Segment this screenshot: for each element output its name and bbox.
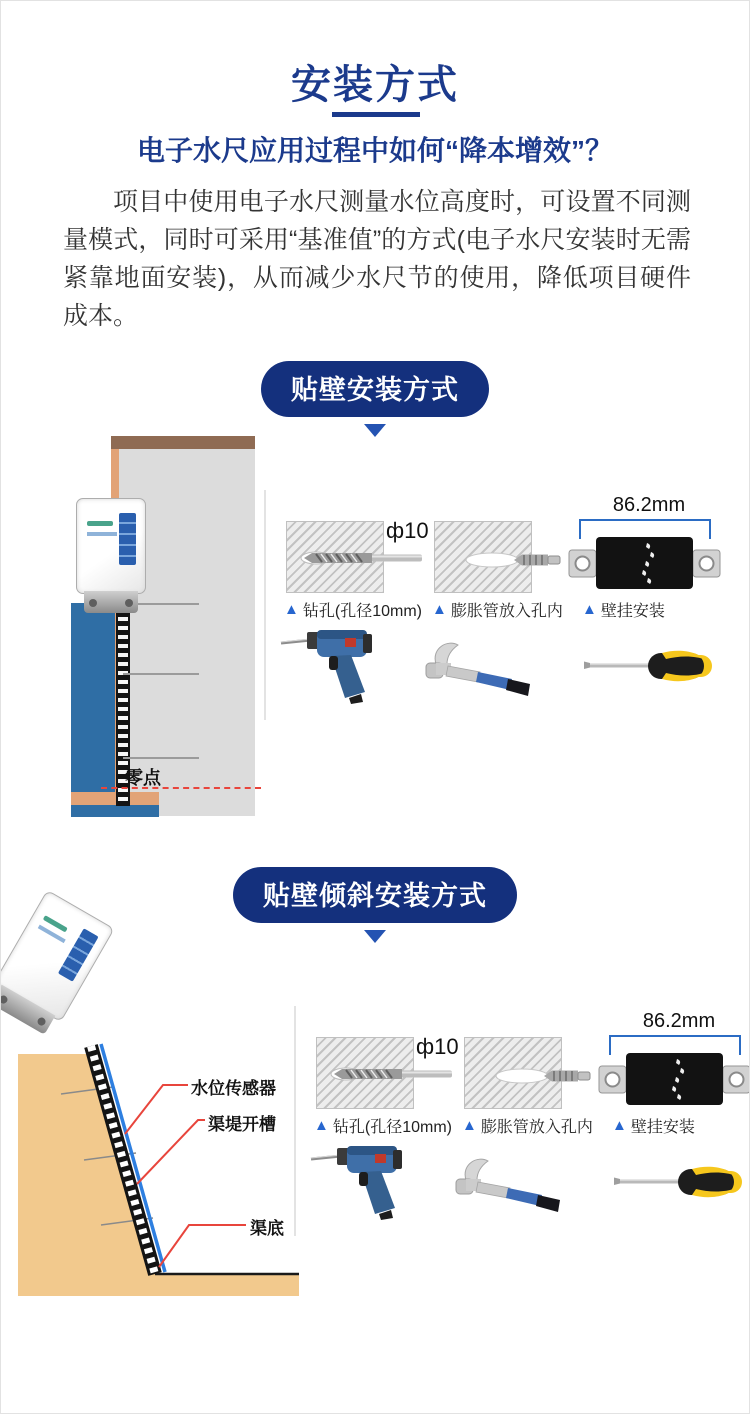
tick-line — [123, 757, 199, 759]
step-caption-text: 膨胀管放入孔内 — [480, 1119, 593, 1136]
water-gauge-device — [76, 498, 146, 594]
page-title: 安装方式 — [291, 63, 459, 107]
drill-bit-image — [300, 546, 426, 570]
step-caption — [612, 1114, 695, 1137]
wall-bracket-image — [597, 1050, 750, 1108]
expansion-anchor-image — [494, 1064, 594, 1088]
bracket-width-dimension: 86.2mm — [642, 1010, 716, 1032]
channel-slot-label: 渠堤开槽 — [208, 1115, 276, 1134]
tick-line — [123, 673, 199, 675]
intro-paragraph: 项目中使用电子水尺测量水位高度时，可设置不同测量模式，同时可采用“基准值”的方式(电子水尺安装时无需紧靠地面安装)，从而减少水尺节的使用，降低项目硬件成本。 — [63, 188, 691, 330]
vertical-divider — [294, 1006, 296, 1236]
step-caption — [314, 1114, 452, 1137]
triangle-marker-icon: ▲ — [612, 1117, 627, 1134]
section2-badge: 贴壁倾斜安装方式 — [233, 867, 517, 923]
triangle-marker-icon: ▲ — [284, 601, 299, 618]
screwdriver-image — [582, 646, 717, 688]
bracket-width-dimension: 86.2mm — [612, 494, 686, 516]
triangle-marker-icon: ▲ — [432, 601, 447, 618]
zero-point-label: 零点 — [125, 768, 161, 788]
step-caption-text: 膨胀管放入孔内 — [450, 603, 563, 620]
wall-bracket-image — [567, 534, 722, 592]
triangle-marker-icon: ▲ — [314, 1117, 329, 1134]
hole-diameter-annotation: ф10 — [386, 518, 429, 543]
bolt-icon — [89, 599, 97, 607]
electric-drill-image — [309, 1142, 404, 1222]
incline-mount-diagram — [1, 894, 311, 1306]
incline-mount-steps-panel — [294, 1004, 750, 1244]
wall-base-strip — [71, 792, 159, 805]
section1-badge-row — [1, 361, 749, 437]
zero-point-dashed-line — [101, 787, 261, 789]
expansion-anchor-image — [464, 548, 564, 572]
step-caption-text: 壁挂安装 — [600, 603, 665, 620]
wall-mount-diagram — [61, 434, 271, 829]
device-label-line — [87, 532, 117, 536]
step-caption — [582, 598, 665, 621]
drill-bit-image — [330, 1062, 456, 1086]
step-caption-text: 钻孔(孔径10mm) — [302, 603, 422, 620]
step-caption — [284, 598, 422, 621]
hammer-image — [422, 638, 537, 700]
triangle-marker-icon: ▲ — [462, 1117, 477, 1134]
vertical-divider — [264, 490, 266, 720]
step-caption-text: 钻孔(孔径10mm) — [332, 1119, 452, 1136]
step-caption-text: 壁挂安装 — [630, 1119, 695, 1136]
triangle-marker-icon: ▲ — [582, 601, 597, 618]
water-base — [71, 805, 159, 817]
down-triangle-icon — [364, 930, 386, 943]
hole-diameter-annotation: ф10 — [416, 1034, 459, 1059]
device-logo — [87, 521, 113, 526]
wall-cap — [111, 436, 255, 449]
step-caption — [462, 1114, 593, 1137]
hammer-image — [452, 1154, 567, 1216]
screwdriver-image — [612, 1162, 747, 1204]
wall-mount-steps-panel — [264, 488, 742, 728]
channel-bottom-label: 渠底 — [250, 1219, 284, 1238]
title-underline — [332, 112, 420, 117]
step-caption — [432, 598, 563, 621]
electric-drill-image — [279, 626, 374, 706]
water-sensor-label: 水位传感器 — [191, 1079, 276, 1098]
water — [71, 603, 115, 793]
section1-badge: 贴壁安装方式 — [261, 361, 489, 417]
down-triangle-icon — [364, 424, 386, 437]
device-display-panel — [119, 513, 136, 565]
bolt-icon — [125, 599, 133, 607]
page-subtitle: 电子水尺应用过程中如何“降本增效”？ — [136, 135, 613, 166]
